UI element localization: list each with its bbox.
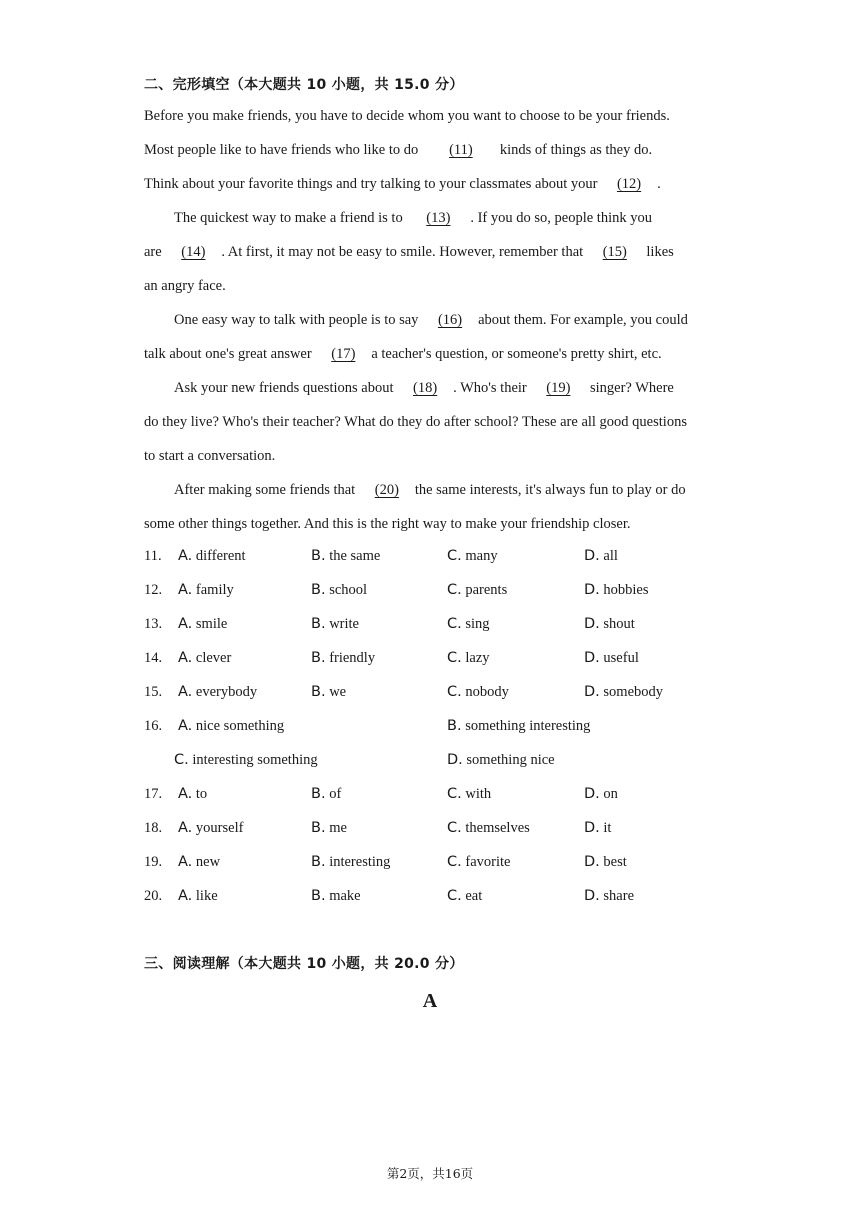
option-a[interactable] [178, 684, 257, 701]
option-letter: C. [447, 786, 462, 802]
option-b[interactable] [311, 548, 380, 565]
option-d[interactable] [584, 854, 627, 871]
question-20 [144, 888, 744, 908]
option-letter: A. [178, 650, 193, 666]
option-a[interactable] [178, 548, 246, 565]
option-a[interactable] [178, 820, 243, 837]
option-text: of [329, 786, 342, 802]
option-text: favorite [465, 854, 511, 870]
option-text: me [329, 820, 347, 836]
option-text: nobody [465, 684, 509, 700]
option-letter: C. [447, 616, 462, 632]
option-b[interactable] [311, 616, 359, 633]
option-letter: A. [178, 854, 193, 870]
option-text: all [603, 548, 618, 564]
option-text: to [195, 786, 208, 802]
question-19 [144, 854, 744, 874]
option-letter: D. [584, 684, 600, 700]
question-number: 19. [144, 854, 163, 870]
passage-line: Before you make friends, you have to decide whom you want to choose to be your friends. [144, 108, 670, 124]
blank-14: (14) [181, 244, 206, 260]
question-number: 11. [144, 548, 162, 564]
option-letter: B. [311, 854, 326, 870]
option-letter: B. [311, 548, 326, 564]
blank-18: (18) [413, 380, 438, 396]
option-letter: C. [174, 752, 189, 768]
passage-line [174, 210, 652, 227]
option-text: something interesting [465, 718, 591, 734]
question-12 [144, 582, 744, 602]
option-text: clever [195, 650, 232, 666]
passage-text: kinds of things as they do. [499, 142, 653, 158]
option-letter: B. [311, 888, 326, 904]
question-number: 18. [144, 820, 163, 836]
option-a[interactable] [178, 616, 227, 633]
passage-text: Most people like to have friends who like to do [144, 142, 422, 158]
option-a[interactable] [178, 582, 234, 599]
blank-11: (11) [449, 142, 473, 158]
passage-line [174, 312, 688, 329]
option-b[interactable] [311, 650, 375, 667]
option-d[interactable] [584, 616, 635, 633]
option-text: hobbies [603, 582, 649, 598]
passage-text: likes [642, 244, 674, 260]
passage-text: . Who's their [453, 380, 531, 396]
passage-text: . [657, 176, 661, 192]
option-letter: D. [447, 752, 463, 768]
option-letter: C. [447, 854, 462, 870]
option-text: share [603, 888, 634, 904]
blank-17: (17) [331, 346, 356, 362]
option-letter: C. [447, 820, 462, 836]
option-c[interactable] [447, 820, 530, 837]
option-letter: D. [584, 786, 600, 802]
option-letter: A. [178, 582, 193, 598]
passage-line [174, 482, 686, 499]
option-a[interactable] [178, 888, 218, 905]
section-3-heading: 三、阅读理解（本大题共 10 小题，共 20.0 分） [144, 956, 464, 972]
blank-20: (20) [374, 482, 399, 498]
option-letter: D. [584, 854, 600, 870]
option-text: best [603, 854, 627, 870]
option-text: useful [603, 650, 639, 666]
option-letter: A. [178, 684, 193, 700]
question-17 [144, 786, 744, 806]
passage-line [144, 244, 674, 261]
option-letter: A. [178, 548, 193, 564]
option-b[interactable] [311, 854, 390, 871]
blank-13: (13) [426, 210, 451, 226]
option-text: lazy [465, 650, 490, 666]
question-16 [144, 718, 744, 738]
passage-line: some other things together. And this is the right way to make your friendship closer. [144, 516, 631, 532]
passage-text: a teacher's question, or someone's pretty shirt, etc. [371, 346, 662, 362]
page-footer: 第2页，共16页 [386, 1166, 474, 1181]
option-letter: B. [311, 650, 326, 666]
option-d[interactable] [584, 650, 639, 667]
option-text: eat [465, 888, 483, 904]
option-a[interactable] [178, 718, 284, 735]
passage-text: One easy way to talk with people is to say [174, 312, 423, 328]
option-text: school [329, 582, 368, 598]
passage-line [144, 176, 661, 193]
option-letter: C. [447, 888, 462, 904]
option-text: nice something [195, 718, 285, 734]
option-b[interactable] [311, 786, 341, 803]
passage-line [144, 346, 662, 363]
option-text: everybody [195, 684, 258, 700]
option-letter: D. [584, 616, 600, 632]
option-letter: A. [178, 786, 193, 802]
option-text: on [603, 786, 618, 802]
option-text: like [195, 888, 218, 904]
blank-12: (12) [616, 176, 642, 192]
question-number: 13. [144, 616, 163, 632]
option-c[interactable] [447, 650, 490, 667]
passage-text: After making some friends that [174, 482, 359, 498]
option-d[interactable] [584, 786, 618, 803]
option-text: friendly [329, 650, 376, 666]
passage-line: to start a conversation. [144, 448, 276, 464]
question-11 [144, 548, 744, 568]
passage-text: The quickest way to make a friend is to [174, 210, 407, 226]
passage-text: . At first, it may not be easy to smile. However, remember that [221, 244, 587, 260]
option-text: smile [195, 616, 228, 632]
option-letter: A. [178, 718, 193, 734]
option-letter: A. [178, 616, 193, 632]
option-a[interactable] [178, 854, 220, 871]
option-text: the same [329, 548, 381, 564]
passage-line: an angry face. [144, 278, 226, 294]
option-b[interactable] [311, 888, 361, 905]
option-letter: A. [178, 820, 193, 836]
question-14 [144, 650, 744, 670]
passage-text: Ask your new friends questions about [174, 380, 398, 396]
option-text: it [603, 820, 612, 836]
question-number: 16. [144, 718, 163, 734]
question-16-continued [144, 752, 744, 772]
option-text: yourself [195, 820, 244, 836]
option-d[interactable] [584, 582, 649, 599]
option-letter: C. [447, 582, 462, 598]
blank-16: (16) [437, 312, 463, 328]
option-text: new [195, 854, 221, 870]
passage-a-title: A [422, 990, 438, 1012]
option-text: write [329, 616, 359, 632]
option-text: shout [603, 616, 635, 632]
option-letter: B. [311, 684, 326, 700]
option-d[interactable] [584, 888, 634, 905]
passage-line [174, 380, 674, 397]
option-letter: B. [311, 820, 326, 836]
passage-text: Think about your favorite things and try talking to your classmates about your [144, 176, 602, 192]
option-c[interactable] [174, 752, 318, 769]
passage-line [144, 142, 652, 159]
option-letter: B. [447, 718, 462, 734]
option-text: with [465, 786, 492, 802]
question-number: 14. [144, 650, 163, 666]
option-text: family [195, 582, 234, 598]
option-text: many [465, 548, 498, 564]
option-letter: D. [584, 582, 600, 598]
question-number: 20. [144, 888, 163, 904]
option-c[interactable] [447, 684, 509, 701]
option-letter: B. [311, 616, 326, 632]
question-number: 15. [144, 684, 163, 700]
option-b[interactable] [311, 684, 346, 701]
option-b[interactable] [447, 718, 590, 735]
option-c[interactable] [447, 854, 510, 871]
passage-line: do they live? Who's their teacher? What do they do after school? These are all good questions [144, 414, 687, 430]
option-letter: B. [311, 582, 326, 598]
option-letter: B. [311, 786, 326, 802]
option-d[interactable] [584, 548, 618, 565]
option-d[interactable] [447, 752, 555, 769]
option-c[interactable] [447, 616, 490, 633]
option-text: interesting [329, 854, 391, 870]
option-a[interactable] [178, 786, 207, 803]
option-text: interesting something [192, 752, 318, 768]
option-c[interactable] [447, 548, 498, 565]
option-text: parents [465, 582, 508, 598]
option-text: somebody [603, 684, 664, 700]
option-text: something nice [466, 752, 555, 768]
option-text: sing [465, 616, 490, 632]
passage-text: . If you do so, people think you [470, 210, 652, 226]
option-b[interactable] [311, 820, 347, 837]
blank-15: (15) [602, 244, 627, 260]
question-number: 12. [144, 582, 163, 598]
option-c[interactable] [447, 888, 482, 905]
option-letter: D. [584, 548, 600, 564]
blank-19: (19) [546, 380, 571, 396]
option-letter: C. [447, 650, 462, 666]
option-letter: C. [447, 548, 462, 564]
passage-text: the same interests, it's always fun to play or do [414, 482, 686, 498]
option-letter: D. [584, 650, 600, 666]
option-letter: D. [584, 820, 600, 836]
option-a[interactable] [178, 650, 231, 667]
section-2-heading: 二、完形填空（本大题共 10 小题，共 15.0 分） [144, 77, 464, 93]
question-13 [144, 616, 744, 636]
question-18 [144, 820, 744, 840]
option-text: make [329, 888, 361, 904]
option-c[interactable] [447, 582, 507, 599]
option-letter: D. [584, 888, 600, 904]
passage-text: are [144, 244, 166, 260]
passage-text: singer? Where [586, 380, 674, 396]
option-d[interactable] [584, 684, 663, 701]
passage-text: about them. For example, you could [478, 312, 688, 328]
option-letter: A. [178, 888, 193, 904]
option-b[interactable] [311, 582, 367, 599]
passage-text: talk about one's great answer [144, 346, 316, 362]
option-d[interactable] [584, 820, 611, 837]
option-c[interactable] [447, 786, 491, 803]
option-letter: C. [447, 684, 462, 700]
option-text: we [329, 684, 347, 700]
question-15 [144, 684, 744, 704]
question-number: 17. [144, 786, 163, 802]
option-text: themselves [465, 820, 530, 836]
option-text: different [195, 548, 246, 564]
